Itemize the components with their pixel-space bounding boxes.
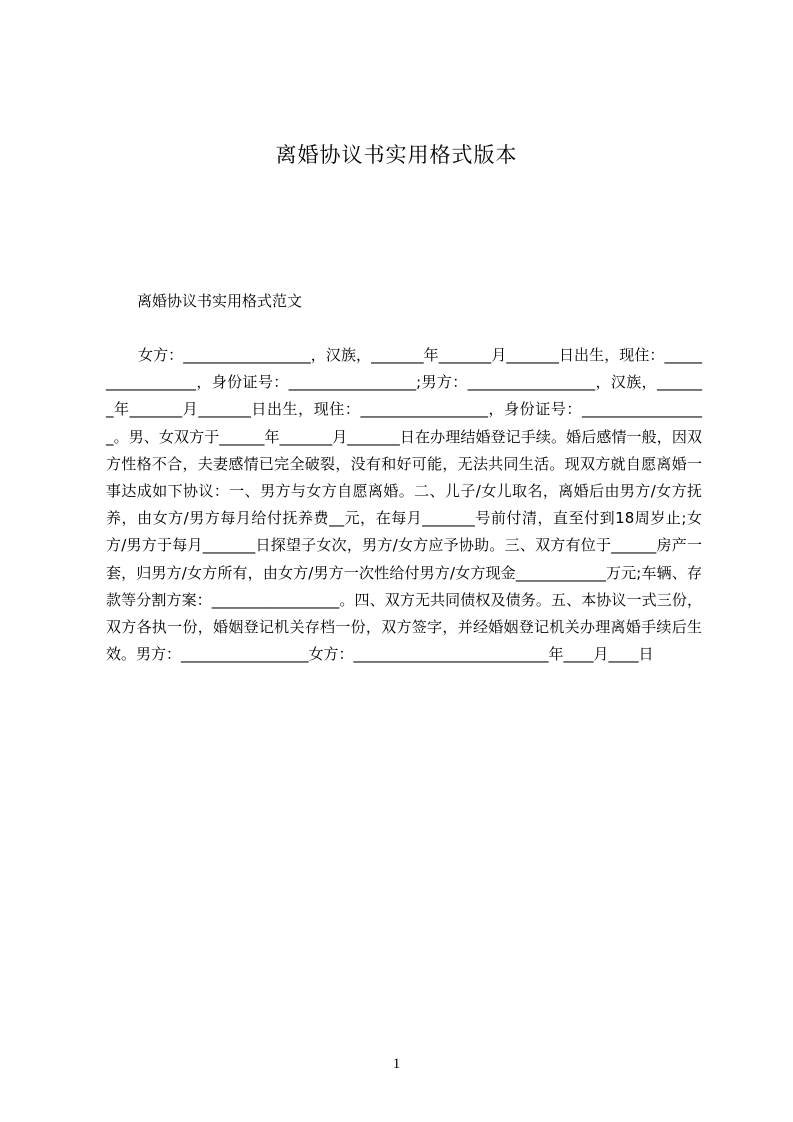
page-number: 1 <box>392 1056 401 1072</box>
agreement-body: 女方：_________________，汉族，_______年_______月_______日出生，现住：_________________，身份证号：_________________;男方：_________________，汉族，_______年_______月_______日出生，现住：_________________，身份证号：_________________。男、女双方于______年_______月_______日在办理结婚登记手续。婚后感情一般，因双方性格不合，夫妻感情已完全破裂，没有和好可能，无法共同生活。现双方就自愿离婚一事达成如下协议：一、男方与女方自愿离婚。二、儿子/女儿取名，离婚后由男方/女方抚养，由女方/男方每月给付抚养费__元，在每月_______号前付清，直至付到18周岁止;女方/男方于每月_______日探望子女次，男方/女方应予协助。三、双方有位于______房产一套，归男方/女方所有，由女方/男方一次性给付男方/女方现金____________万元;车辆、存款等分割方案：_________________。四、双方无共同债权及债务。五、本协议一式三份，双方各执一份，婚姻登记机关存档一份，双方签字，并经婚姻登记机关办理离婚手续后生效。男方：_________________女方：__________________________年____月____日 <box>106 346 702 664</box>
document-subtitle: 离婚协议书实用格式范文 <box>137 292 303 310</box>
document-title: 离婚协议书实用格式版本 <box>275 143 518 167</box>
